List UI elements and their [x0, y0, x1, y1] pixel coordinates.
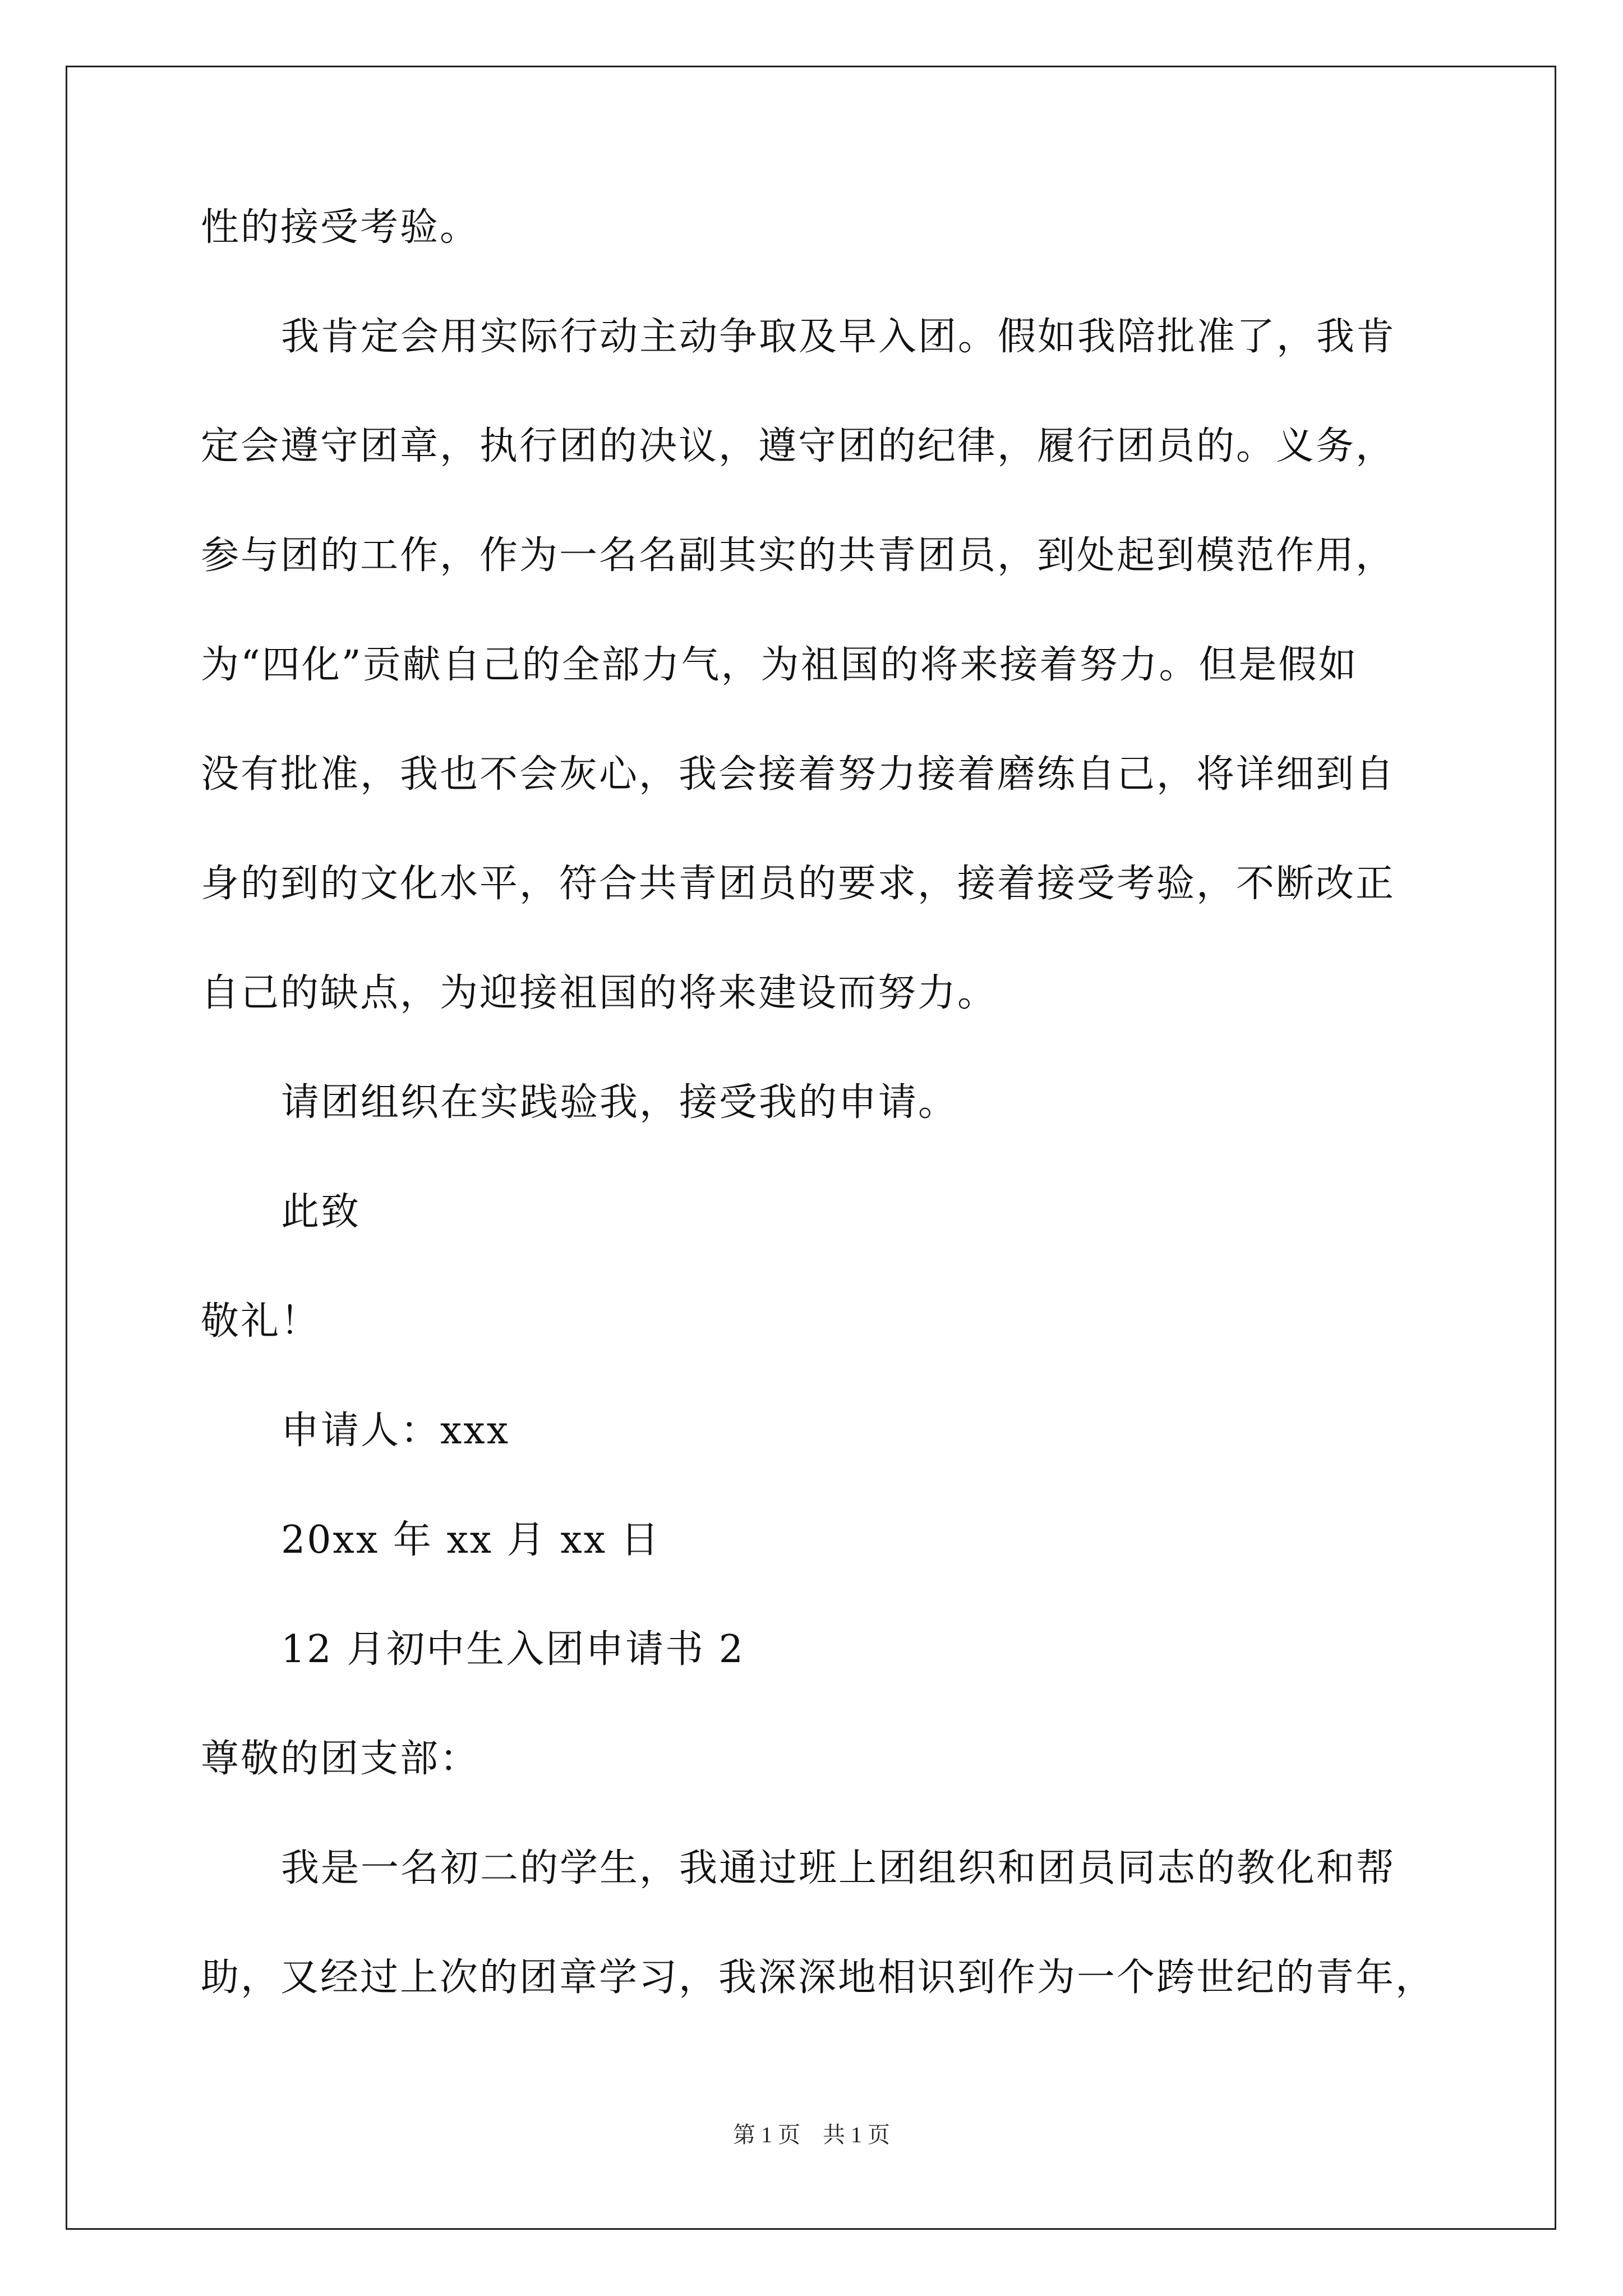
- applicant-signature: 申请人：xxx: [281, 1409, 510, 1453]
- text-line: 身的到的文化水平，符合共青团员的要求，接着接受考验，不断改正: [201, 862, 1396, 906]
- text-line: 参与团的工作，作为一名名副其实的共青团员，到处起到模范作用，: [201, 533, 1396, 578]
- text-line: 为“四化”贡献自己的全部力气，为祖国的将来接着努力。但是假如: [201, 643, 1358, 687]
- page-frame: [66, 66, 1556, 2230]
- paragraph-first-line: 请团组织在实践验我，接受我的申请。: [281, 1080, 958, 1125]
- date-line: 20xx 年 xx 月 xx 日: [281, 1518, 661, 1562]
- text-line: 自己的缺点，为迎接祖国的将来建设而努力。: [201, 971, 998, 1015]
- text-line: 定会遵守团章，执行团的决议，遵守团的纪律，履行团员的。义务，: [201, 424, 1396, 468]
- paragraph-first-line: 我肯定会用实际行动主动争取及早入团。假如我陪批准了，我肯: [281, 315, 1396, 359]
- closing-regards: 敬礼！: [201, 1299, 321, 1343]
- text-line: 没有批准，我也不会灰心，我会接着努力接着磨练自己，将详细到自: [201, 752, 1396, 797]
- section-title: 12 月初中生入团申请书 2: [281, 1627, 745, 1672]
- text-line: 助，又经过上次的团章学习，我深深地相识到作为一个跨世纪的青年，: [201, 1955, 1436, 2000]
- greeting: 尊敬的团支部：: [201, 1737, 480, 1781]
- paragraph-first-line: 我是一名初二的学生，我通过班上团组织和团员同志的教化和帮: [281, 1846, 1396, 1890]
- page-number-footer: 第 1 页 共 1 页: [733, 2122, 890, 2147]
- text-line: 性的接受考验。: [201, 205, 480, 250]
- closing-salutation: 此致: [281, 1190, 361, 1234]
